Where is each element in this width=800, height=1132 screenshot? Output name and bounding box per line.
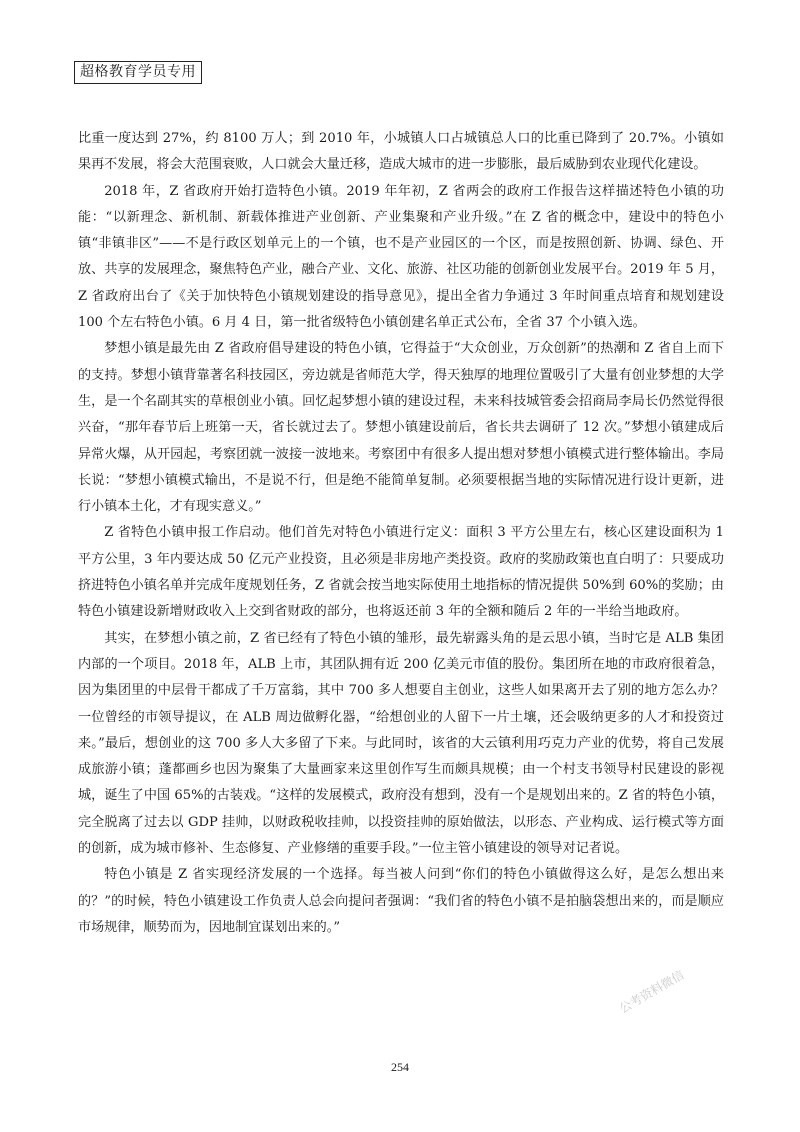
watermark: 公考资料微信 (617, 967, 687, 1016)
paragraph-4: Z 省特色小镇申报工作启动。他们首先对特色小镇进行定义：面积 3 平方公里左右，核心区建设面积为 1 平方公里，3 年内要达成 50 亿元产业投资，且必须是非房地产类投资。政府的奖励政策也直白明了：只要成功挤进特色小镇名单并完成年度规划任务，Z 省就会按当地实际使用土地指标的情况提供 50%到 60%的奖励；由特色小镇建设新增财政收入上交到省财政的部分，也将返还前 3 年的全额和随后 2 年的一半给当地政府。 (78, 525, 724, 620)
paragraph-6: 特色小镇是 Z 省实现经济发展的一个选择。每当被人问到“你们的特色小镇做得这么好，是怎么想出来的？”的时候，特色小镇建设工作负责人总会向提问者强调：“我们省的特色小镇不是拍脑袋想出来的，而是顺应市场规律，顺势而为，因地制宜谋划出来的。” (78, 867, 724, 935)
paragraph-1: 比重一度达到 27%，约 8100 万人；到 2010 年，小城镇人口占城镇总人口的比重已降到了 20.7%。小镇如果再不发展，将会大范围衰败，人口就会大量迁移，造成大城市的进一步膨胀，最后威胁到农业现代化建设。 (78, 131, 724, 173)
header-label: 超格教育学员专用 (74, 61, 202, 84)
paragraph-2: 2018 年，Z 省政府开始打造特色小镇。2019 年年初，Z 省两会的政府工作报告这样描述特色小镇的功能：“以新理念、新机制、新载体推进产业创新、产业集聚和产业升级。”在 Z 省的概念中，建设中的特色小镇“非镇非区”——不是行政区划单元上的一个镇，也不是产业园区的一个区，而是按照创新、协调、绿色、开放、共享的发展理念，聚焦特色产业，融合产业、文化、旅游、社区功能的创新创业发展平台。2019 年 5 月，Z 省政府出台了《关于加快特色小镇规划建设的指导意见》，提出全省力争通过 3 年时间重点培育和规划建设 100 个左右特色小镇。6 月 4 日，第一批省级特色小镇创建名单正式公布，全省 37 个小镇入选。 (78, 183, 724, 331)
paragraph-3: 梦想小镇是最先由 Z 省政府倡导建设的特色小镇，它得益于“大众创业，万众创新”的热潮和 Z 省自上而下的支持。梦想小镇背靠著名科技园区，旁边就是省师范大学，得天独厚的地理位置吸引了大量有创业梦想的大学生，是一个名副其实的草根创业小镇。回忆起梦想小镇的建设过程，未来科技城管委会招商局李局长仍然觉得很兴奋，“那年春节后上班第一天，省长就过去了。梦想小镇建设前后，省长共去调研了 12 次。”梦想小镇建成后异常火爆，从开园起，考察团就一波接一波地来。考察团中有很多人提出想对梦想小镇模式进行整体输出。李局长说：“梦想小镇模式输出，不是说不行，但是绝不能简单复制。必须要根据当地的实际情况进行设计更新，进行小镇本土化，才有现实意义。” (78, 341, 724, 515)
body-text (78, 126, 724, 941)
page-number: 254 (391, 1060, 409, 1074)
paragraph-5: 其实，在梦想小镇之前，Z 省已经有了特色小镇的雏形，最先崭露头角的是云思小镇，当时它是 ALB 集团内部的一个项目。2018 年，ALB 上市，其团队拥有近 200 亿美元市值的股份。集团所在地的市政府很着急，因为集团里的中层骨干都成了千万富翁，其中 700 多人想要自主创业，这些人如果离开去了别的地方怎么办？一位曾经的市领导提议，在 ALB 周边做孵化器，“给想创业的人留下一片土壤，还会吸纳更多的人才和投资过来。”最后，想创业的这 700 多人大多留了下来。与此同时，该省的大云镇利用巧克力产业的优势，将自己发展成旅游小镇；蓬都画乡也因为聚集了大量画家来这里创作写生而颇具规模；由一个村支书领导村民建设的影视城，诞生了中国 65%的古装戏。“这样的发展模式，政府没有想到，没有一个是规划出来的。Z 省的特色小镇，完全脱离了过去以 GDP 挂帅，以财政税收挂帅，以投资挂帅的原始做法，以形态、产业构成、运行模式等方面的创新，成为城市修补、生态修复、产业修缮的重要手段。”一位主管小镇建设的领导对记者说。 (78, 630, 724, 857)
